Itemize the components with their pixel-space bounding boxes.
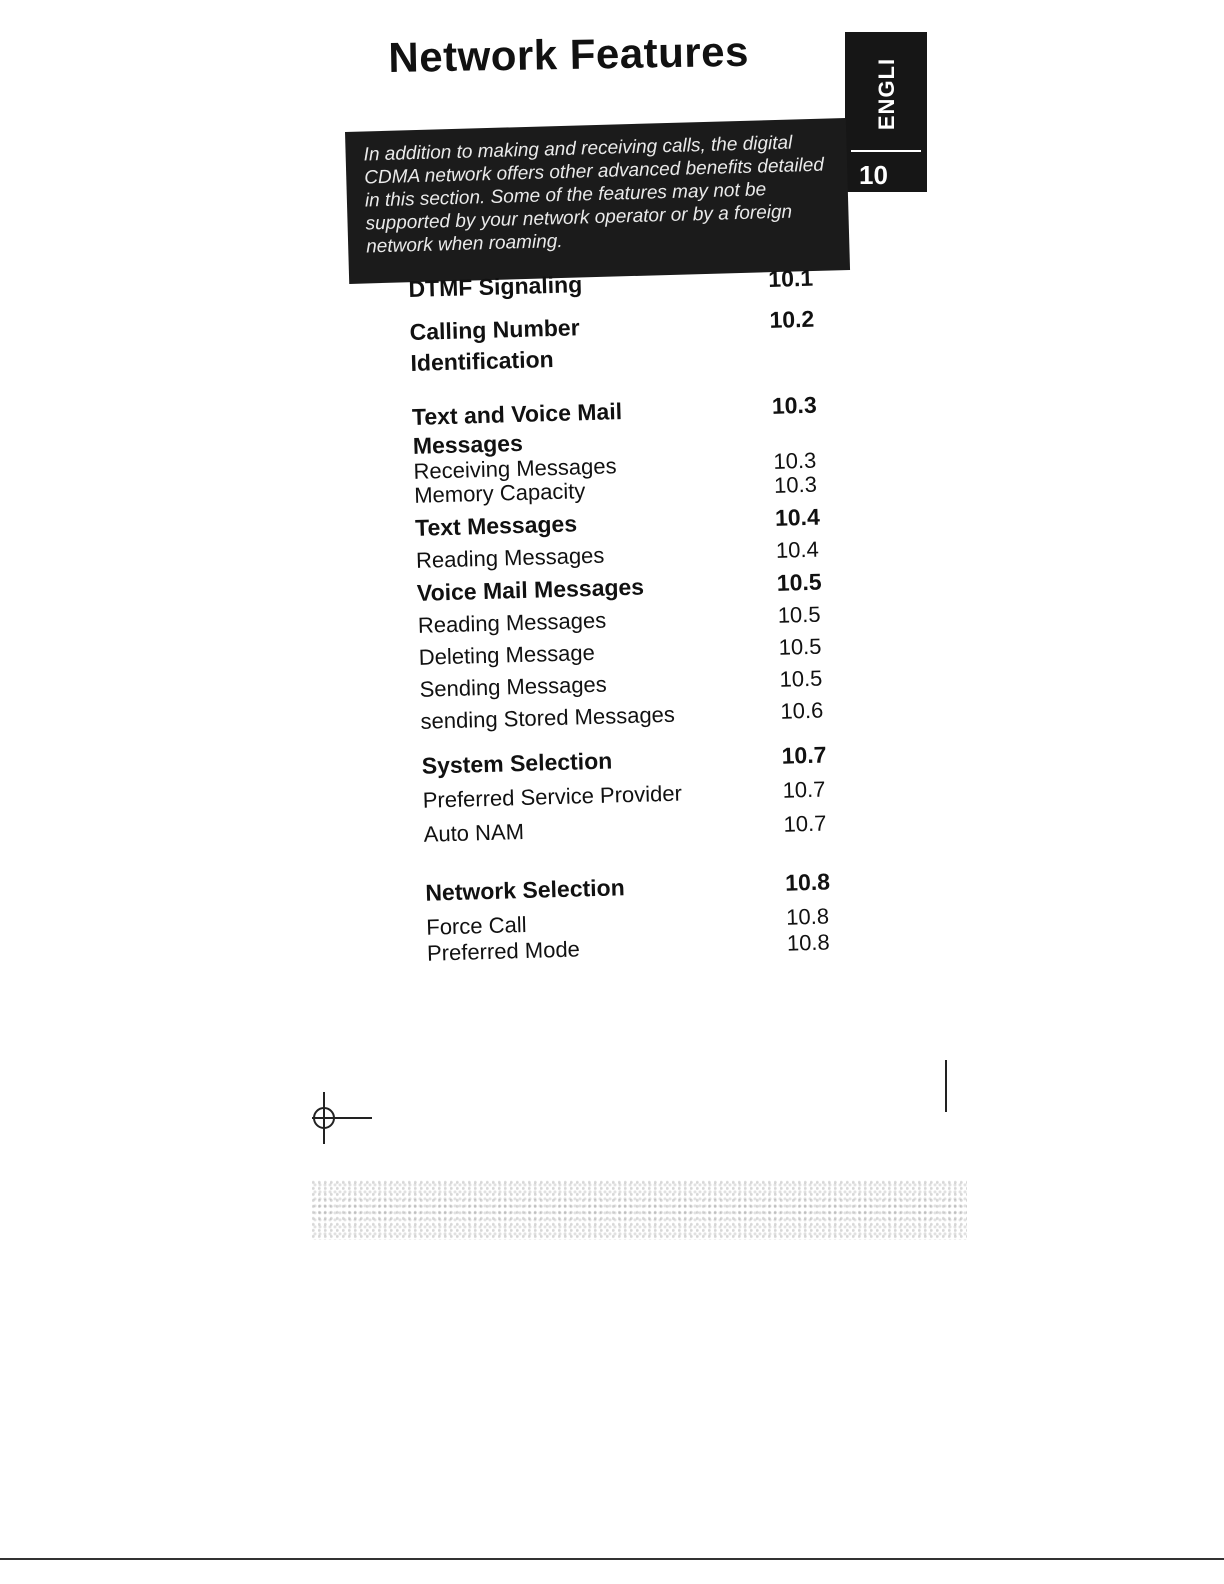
toc-entry-label: Receiving Messages [413, 453, 617, 484]
toc-entry-label: Auto NAM [423, 818, 525, 847]
toc-entry-label: sending Stored Messages [420, 701, 676, 734]
toc-entry-label: Reading Messages [415, 542, 605, 573]
toc-entry-page: 10.2 [769, 305, 815, 333]
scan-noise-band [312, 1180, 967, 1240]
toc-entry [408, 264, 849, 303]
toc-entry-label: Force Call [425, 911, 527, 940]
toc-entry-label: Deleting Message [418, 639, 596, 670]
toc-entry-page: 10.5 [778, 633, 822, 660]
toc-entry-page: 10.4 [775, 536, 820, 563]
toc-entry-page: 10.3 [773, 471, 818, 498]
toc-entry-label: Reading Messages [417, 607, 607, 638]
toc-entry [421, 741, 862, 780]
toc-entry-label: Text Messages [414, 510, 578, 541]
toc-entry-page: 10.5 [776, 568, 822, 596]
toc-entry [419, 665, 860, 703]
toc-entry-page: 10.7 [781, 741, 827, 769]
page-edge-line [0, 1558, 1224, 1560]
toc-entry-page: 10.8 [784, 868, 831, 896]
page-title: Network Features [388, 27, 750, 81]
toc-entry [416, 536, 857, 574]
toc-entry [425, 867, 866, 906]
toc-entry-label: Sending Messages [419, 671, 608, 702]
toc-entry-page: 10.7 [782, 776, 826, 803]
toc-entry-page: 10.7 [783, 810, 827, 837]
toc-entry-label: Memory Capacity [413, 478, 586, 508]
tab-divider [851, 150, 921, 152]
chapter-number: 10 [859, 160, 888, 190]
table-of-contents [408, 260, 867, 967]
toc-entry-label: Text and Voice Mail Messages [411, 398, 623, 459]
toc-entry [422, 776, 863, 814]
toc-entry [418, 601, 859, 639]
toc-entry-label: Preferred Mode [426, 936, 581, 966]
toc-entry [409, 305, 851, 379]
crop-mark [945, 1060, 947, 1112]
toc-entry-label: Voice Mail Messages [416, 573, 645, 606]
toc-entry [415, 503, 856, 542]
toc-entry-label: System Selection [421, 747, 613, 779]
toc-entry-page: 10.3 [773, 447, 817, 474]
toc-entry-page: 10.8 [785, 903, 830, 930]
toc-entry-page: 10.6 [780, 697, 824, 724]
toc-entry [418, 633, 859, 671]
toc-entry-label: Network Selection [424, 874, 626, 906]
toc-entry-page: 10.5 [777, 601, 821, 628]
toc-entry-label: DTMF Signaling [408, 271, 583, 302]
intro-box: In addition to making and receiving calls, the digital CDMA network offers other advanced benefits detailed in this section. Some of the features may not be supported by your network operator or by a foreign network when roaming. [345, 118, 850, 284]
toc-entry-page: 10.5 [779, 665, 823, 692]
toc-entry-page: 10.3 [771, 391, 817, 419]
registration-mark-icon [306, 1088, 376, 1148]
language-label: ENGLI [874, 57, 899, 131]
toc-entry-page: 10.8 [786, 929, 831, 956]
toc-entry-label: Preferred Service Provider [422, 780, 683, 813]
toc-entry-page: 10.1 [767, 264, 814, 292]
toc-entry [423, 810, 864, 848]
toc-entry-page: 10.4 [774, 503, 821, 531]
chapter-tab [845, 32, 927, 192]
toc-entry [420, 697, 861, 735]
toc-entry [417, 568, 858, 607]
toc-entry-label: Calling Number Identification [409, 314, 580, 376]
